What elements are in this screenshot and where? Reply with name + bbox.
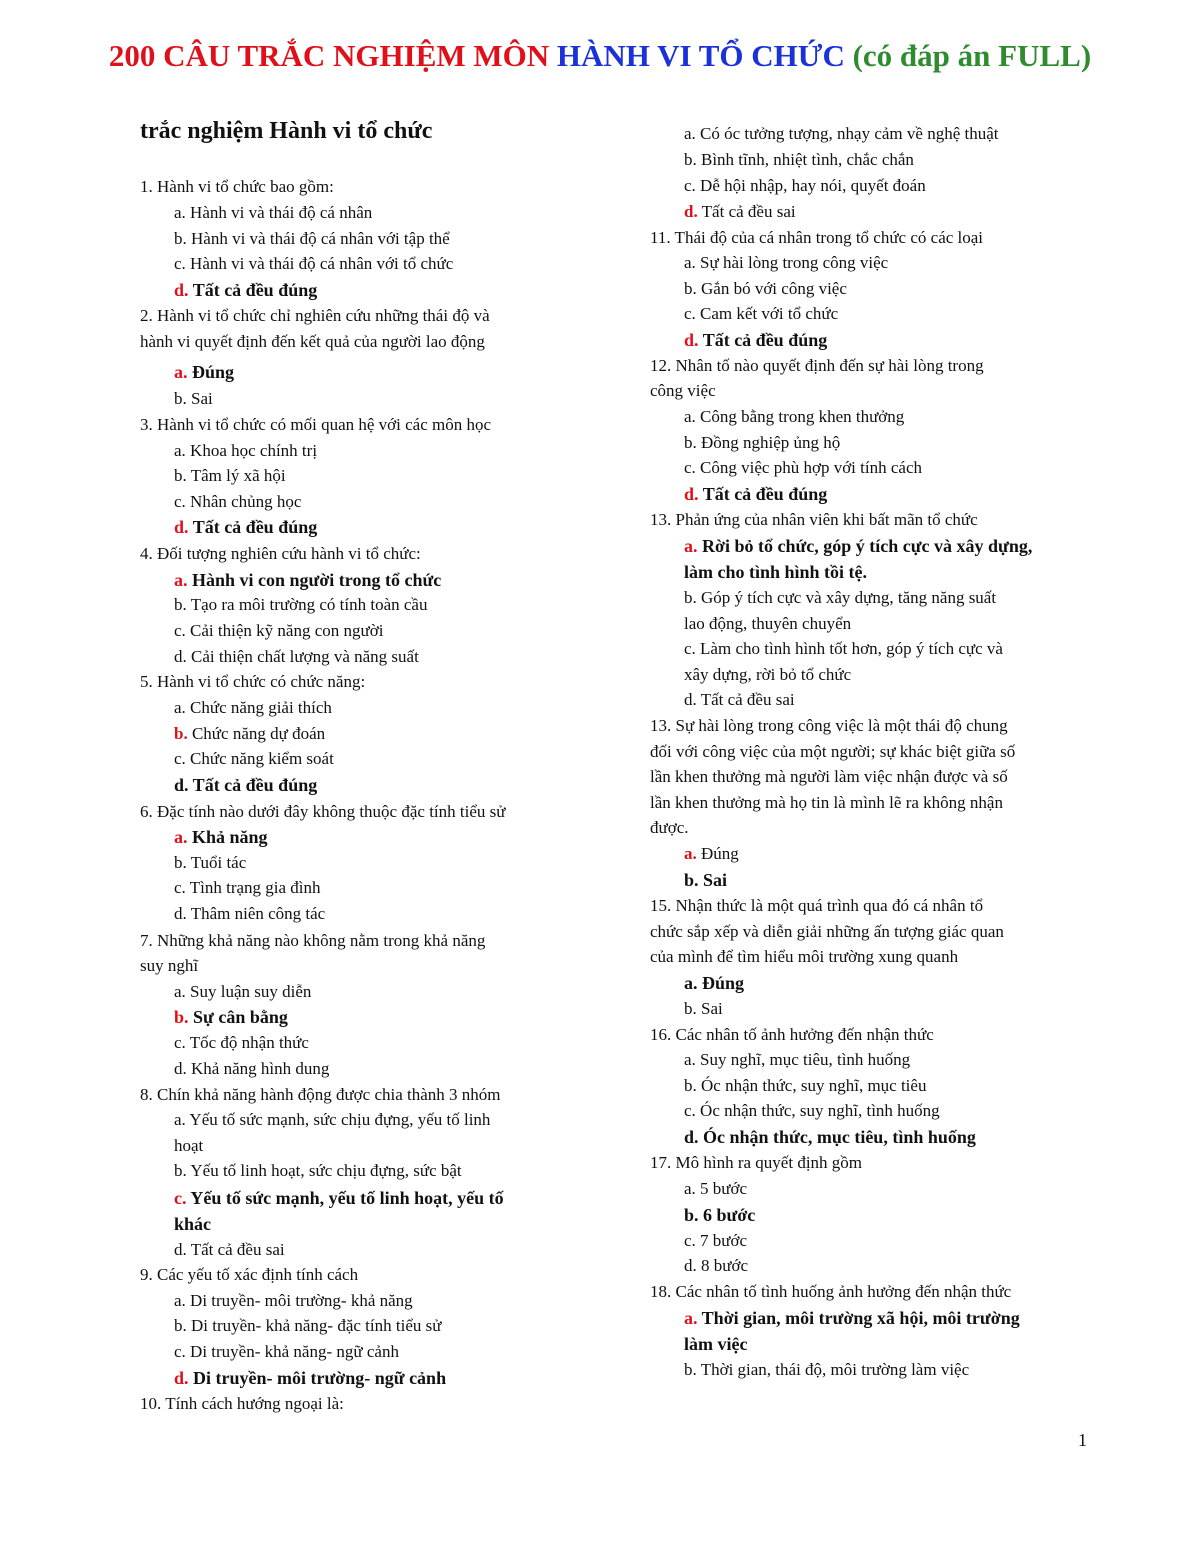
answer-option [140,594,427,616]
answer-letter: d. [684,202,698,221]
line-text: Tất cả đều đúng [188,517,318,537]
line-text: b. Hành vi và thái độ cá nhân với tập thể [174,229,450,248]
answer-option [140,774,317,796]
answer-option [650,303,838,325]
answer-letter: d. [174,517,189,537]
answer-option [140,826,268,848]
line-text: a. Sự hài lòng trong công việc [684,253,889,272]
page-number: 1 [1078,1430,1087,1450]
line-text: c. Óc nhận thức, suy nghĩ, tình huống [684,1101,940,1120]
answer-letter: d. [684,330,699,350]
question-line [650,509,978,531]
question-line [650,1024,934,1046]
question-line [650,380,716,402]
answer-letter: a. [174,570,188,590]
answer-option [650,149,914,171]
line-text: c. Hành vi và thái độ cá nhân với tổ chức [174,254,454,273]
line-text: lần khen thưởng mà họ tin là mình lẽ ra không nhận [650,793,1003,812]
line-text: Khả năng [187,827,268,847]
answer-option [650,1255,748,1277]
line-text: Thời gian, môi trường xã hội, môi trường [697,1308,1020,1328]
line-text: 18. Các nhân tố tình huống ảnh hưởng đến nhận thức [650,1282,1012,1301]
answer-letter: d. [174,1368,189,1388]
line-text: c. Dễ hội nhập, hay nói, quyết đoán [684,176,926,195]
line-text: 10. Tính cách hướng ngoại là: [140,1394,344,1413]
line-text: b. 6 bước [684,1205,756,1225]
question-line [140,305,490,327]
line-text: suy nghĩ [140,956,199,975]
answer-option [650,1359,969,1381]
answer-letter: a. [174,362,188,382]
line-text: lao động, thuyên chuyển [684,614,852,633]
question-line [140,1084,501,1106]
line-text: Tất cả đều đúng [698,330,828,350]
answer-option [140,388,213,410]
answer-letter: a. [684,844,697,863]
answer-option [140,903,325,925]
line-text: Hành vi con người trong tổ chức [187,570,442,590]
answer-option [140,228,450,250]
line-text: đối với công việc của một người; sự khác biệt giữa số [650,742,1016,761]
question-line [140,801,505,823]
answer-option [140,723,325,745]
line-text: Yếu tố sức mạnh, yếu tố linh hoạt, yếu tố [186,1188,504,1208]
answer-option [140,852,246,874]
line-text: a. Yếu tố sức mạnh, sức chịu đựng, yếu tố linh [174,1110,491,1129]
line-text: b. Sai [684,870,728,890]
answer-option [650,252,888,274]
question-line [140,414,491,436]
line-text: a. Suy luận suy diễn [174,982,312,1001]
line-text: Đúng [696,844,739,863]
line-text: d. Tất cả đều đúng [174,775,318,795]
answer-option [650,638,1003,660]
line-text: b. Óc nhận thức, suy nghĩ, mục tiêu [684,1076,927,1095]
question-line [650,766,1008,788]
line-text: Đúng [187,362,235,382]
answer-option [140,697,332,719]
line-text: chức sắp xếp và diễn giải những ấn tượng giác quan [650,922,1004,941]
answer-option [140,440,317,462]
answer-option [140,981,311,1003]
answer-letter: a. [174,827,188,847]
answer-option [140,279,317,301]
answer-option [650,613,851,635]
answer-option [140,1058,329,1080]
line-text: hành vi quyết định đến kết quả của người lao động [140,332,485,351]
question-line [650,1281,1011,1303]
answer-option [650,457,922,479]
question-line [650,1152,862,1174]
line-text: b. Gắn bó với công việc [684,279,847,298]
answer-letter: d. [174,280,189,300]
line-text: c. Chức năng kiểm soát [174,749,334,768]
line-text: 17. Mô hình ra quyết định gồm [650,1153,863,1172]
line-text: c. 7 bước [684,1231,748,1250]
line-text: 9. Các yếu tố xác định tính cách [140,1265,359,1284]
answer-option [650,406,904,428]
question-line [650,741,1015,763]
question-line [650,895,983,917]
line-text: a. Di truyền- môi trường- khả năng [174,1291,413,1310]
question-line [140,543,421,565]
answer-option [140,361,234,383]
answer-option [650,664,851,686]
line-text: a. Khoa học chính trị [174,441,318,460]
line-text: làm việc [684,1334,748,1354]
answer-option [650,587,996,609]
answer-option [140,1239,285,1261]
line-text: b. Thời gian, thái độ, môi trường làm việc [684,1360,970,1379]
line-text: Di truyền- môi trường- ngữ cảnh [188,1368,447,1388]
line-text: a. Đúng [684,973,745,993]
title-part-3: (có đáp án FULL) [844,38,1092,73]
answer-letter: a. [684,1308,698,1328]
answer-option [140,465,286,487]
line-text: a. Hành vi và thái độ cá nhân [174,203,373,222]
answer-option [140,1135,203,1157]
line-text: d. 8 bước [684,1256,748,1275]
line-text: c. Cải thiện kỹ năng con người [174,621,384,640]
question-line [140,176,334,198]
answer-option [140,253,453,275]
answer-option [650,1178,747,1200]
line-text: b. Đồng nghiệp ủng hộ [684,433,841,452]
answer-option [650,1126,976,1148]
line-text: xây dựng, rời bỏ tổ chức [684,665,852,684]
line-text: a. Chức năng giải thích [174,698,332,717]
line-text: b. Tâm lý xã hội [174,466,286,485]
answer-option [650,972,744,994]
question-line [650,227,983,249]
line-text: c. Công việc phù hợp với tính cách [684,458,922,477]
line-text: Tất cả đều sai [697,202,796,221]
answer-option [650,1075,926,1097]
line-text: lần khen thưởng mà người làm việc nhận được và số [650,767,1008,786]
line-text: b. Sai [174,389,213,408]
answer-option [140,491,301,513]
answer-option [140,1341,399,1363]
answer-option [140,1367,446,1389]
question-line [650,792,1003,814]
line-text: a. Công bằng trong khen thưởng [684,407,905,426]
line-text: c. Tốc độ nhận thức [174,1033,309,1052]
line-text: 8. Chín khả năng hành động được chia thành 3 nhóm [140,1085,501,1104]
line-text: c. Di truyền- khả năng- ngữ cảnh [174,1342,399,1361]
answer-letter: d. [684,484,699,504]
line-text: của mình để tìm hiểu môi trường xung quanh [650,947,959,966]
line-text: d. Thâm niên công tác [174,904,326,923]
answer-option [140,202,372,224]
answer-option [650,175,926,197]
answer-option [650,1333,747,1355]
line-text: c. Tình trạng gia đình [174,878,321,897]
line-text: a. Có óc tưởng tượng, nhạy cảm về nghệ thuật [684,124,999,143]
title-part-2: HÀNH VI TỔ CHỨC [556,38,845,73]
line-text: hoạt [174,1136,204,1155]
answer-option [650,483,827,505]
answer-option [140,516,317,538]
line-text: Sự cân bằng [188,1007,288,1027]
line-text: 2. Hành vi tổ chức chỉ nghiên cứu những thái độ và [140,306,490,325]
line-text: 15. Nhận thức là một quá trình qua đó cá nhân tổ [650,896,984,915]
answer-option [650,1100,940,1122]
line-text: Tất cả đều đúng [698,484,828,504]
line-text: b. Yếu tố linh hoạt, sức chịu đựng, sức bật [174,1161,462,1180]
answer-option [140,1032,309,1054]
answer-option [650,201,796,223]
answer-option [140,748,334,770]
answer-option [140,1109,490,1131]
question-line [140,331,485,353]
line-text: d. Cải thiện chất lượng và năng suất [174,647,419,666]
answer-option [650,123,998,145]
answer-option [650,432,840,454]
line-text: 6. Đặc tính nào dưới đây không thuộc đặc tính tiểu sử [140,802,506,821]
answer-option [650,1204,755,1226]
answer-option [140,1290,413,1312]
line-text: 16. Các nhân tố ảnh hưởng đến nhận thức [650,1025,934,1044]
question-line [140,1264,358,1286]
line-text: c. Nhân chủng học [174,492,302,511]
line-text: khác [174,1214,212,1234]
answer-option [140,1160,462,1182]
line-text: 1. Hành vi tổ chức bao gồm: [140,177,334,196]
answer-option [140,646,419,668]
line-text: được. [650,818,689,837]
question-line [140,930,485,952]
line-text: Chức năng dự đoán [187,724,326,743]
document-title [0,38,1200,74]
answer-letter: a. [684,536,698,556]
line-text: b. Di truyền- khả năng- đặc tính tiểu sử [174,1316,442,1335]
answer-option [140,620,383,642]
line-text: công việc [650,381,716,400]
line-text: b. Tuổi tác [174,853,247,872]
line-text: 13. Sự hài lòng trong công việc là một thái độ chung [650,716,1008,735]
answer-option [650,843,739,865]
answer-option [650,869,727,891]
answer-option [140,1213,211,1235]
section-heading: trắc nghiệm Hành vi tổ chức [140,118,433,144]
question-line [140,955,198,977]
line-text: 4. Đối tượng nghiên cứu hành vi tổ chức: [140,544,421,563]
title-part-1: 200 CÂU TRẮC NGHIỆM MÔN [108,38,557,73]
answer-option [140,569,441,591]
line-text: Rời bỏ tổ chức, góp ý tích cực và xây dựng, [697,536,1033,556]
answer-option [140,1006,288,1028]
answer-option [650,561,867,583]
answer-option [650,1049,910,1071]
line-text: 3. Hành vi tổ chức có mối quan hệ với các môn học [140,415,492,434]
question-line [650,355,984,377]
answer-option [140,1187,504,1209]
line-text: làm cho tình hình tồi tệ. [684,562,868,582]
answer-option [650,278,847,300]
question-line [650,715,1008,737]
line-text: c. Làm cho tình hình tốt hơn, góp ý tích cực và [684,639,1003,658]
question-line [140,1393,344,1415]
line-text: 7. Những khả năng nào không nằm trong khả năng [140,931,486,950]
line-text: 5. Hành vi tổ chức có chức năng: [140,672,366,691]
answer-option [650,329,827,351]
question-line [140,671,365,693]
answer-option [140,1315,441,1337]
line-text: 11. Thái độ của cá nhân trong tổ chức có các loại [650,228,984,247]
line-text: b. Góp ý tích cực và xây dựng, tăng năng suất [684,588,997,607]
line-text: b. Tạo ra môi trường có tính toàn cầu [174,595,428,614]
line-text: b. Bình tĩnh, nhiệt tình, chắc chắn [684,150,914,169]
line-text: d. Óc nhận thức, mục tiêu, tình huống [684,1127,976,1147]
question-line [650,946,958,968]
line-text: b. Sai [684,999,723,1018]
line-text: 12. Nhân tố nào quyết định đến sự hài lòng trong [650,356,984,375]
line-text: d. Tất cả đều sai [684,690,795,709]
answer-option [650,535,1032,557]
line-text: d. Khả năng hình dung [174,1059,330,1078]
answer-option [140,877,321,899]
question-line [650,921,1004,943]
line-text: c. Cam kết với tổ chức [684,304,839,323]
answer-option [650,689,795,711]
line-text: 13. Phản ứng của nhân viên khi bất mãn tổ chức [650,510,978,529]
answer-option [650,1230,747,1252]
answer-letter: c. [174,1188,187,1208]
answer-letter: b. [174,1007,189,1027]
answer-option [650,998,723,1020]
answer-option [650,1307,1020,1329]
question-line [650,817,689,839]
line-text: a. Suy nghĩ, mục tiêu, tình huống [684,1050,911,1069]
answer-letter: b. [174,724,188,743]
line-text: Tất cả đều đúng [188,280,318,300]
line-text: d. Tất cả đều sai [174,1240,285,1259]
line-text: a. 5 bước [684,1179,748,1198]
